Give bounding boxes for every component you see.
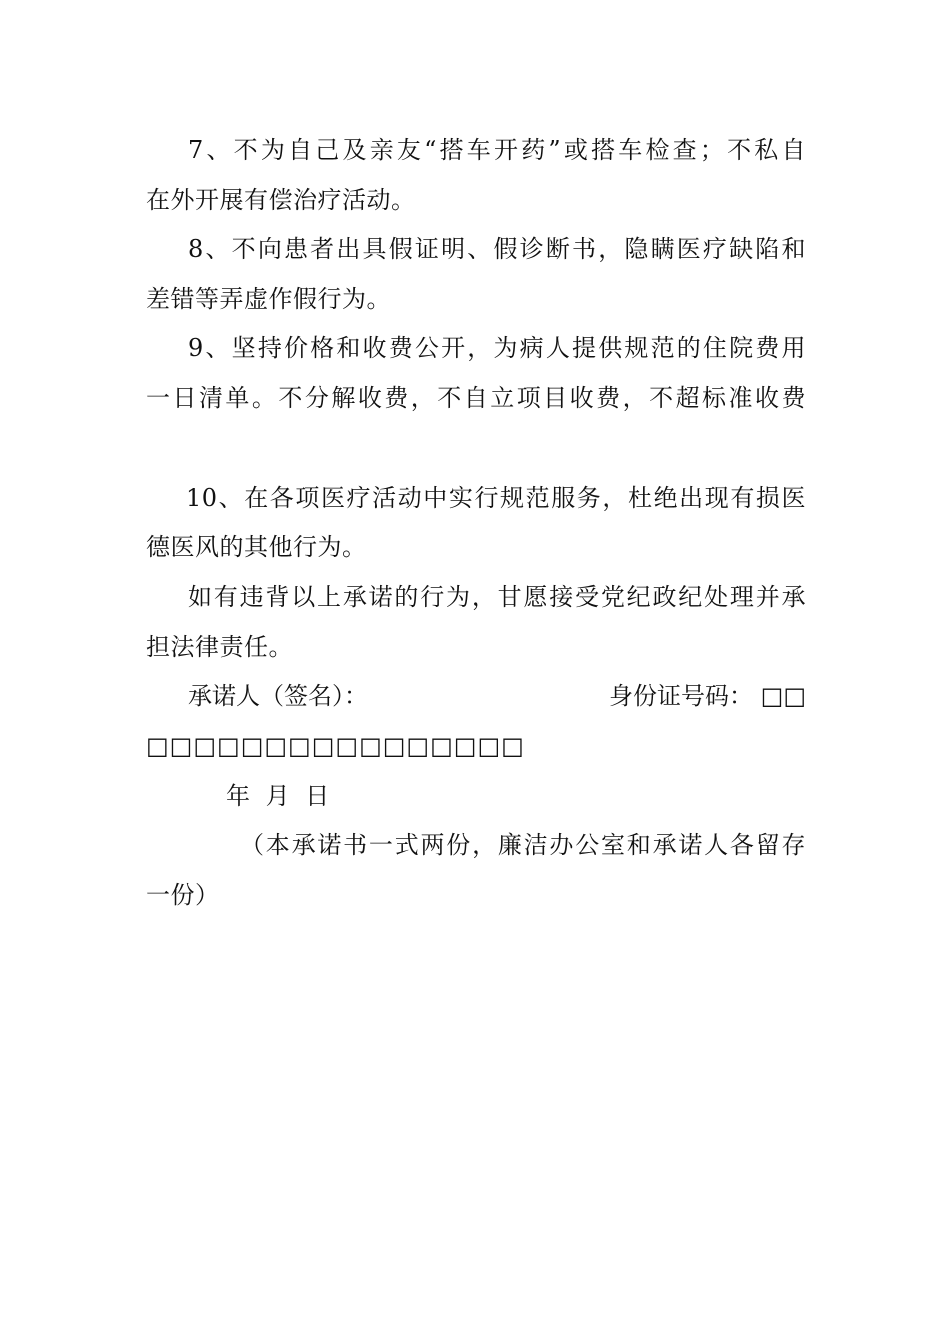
copy-note-line-1: （本承诺书一式两份，廉洁办公室和承诺人各留存 <box>240 831 806 859</box>
commitment-item-8-line-1: 8、不向患者出具假证明、假诊断书，隐瞒医疗缺陷和 <box>188 235 806 263</box>
violation-statement-line-2: 担法律责任。 <box>146 633 293 661</box>
commitment-item-7-line-2: 在外开展有偿治疗活动。 <box>146 186 416 214</box>
id-number-label: 身份证号码： □□ <box>609 682 806 710</box>
commitment-item-7-line-1: 7、不为自己及亲友“搭车开药”或搭车检查；不私自 <box>188 136 806 164</box>
date-line: 年 月 日 <box>226 782 330 810</box>
id-number-boxes: □□□□□□□□□□□□□□□□ <box>146 732 525 760</box>
violation-statement-line-1: 如有违背以上承诺的行为，甘愿接受党纪政纪处理并承 <box>188 583 806 611</box>
commitment-item-10-line-1: 10、在各项医疗活动中实行规范服务，杜绝出现有损医 <box>186 484 806 512</box>
signature-label: 承诺人（签名）： <box>188 682 368 710</box>
commitment-item-9-line-1: 9、坚持价格和收费公开，为病人提供规范的住院费用 <box>188 334 806 362</box>
commitment-item-10-line-2: 德医风的其他行为。 <box>146 533 367 561</box>
commitment-item-8-line-2: 差错等弄虚作假行为。 <box>146 285 391 313</box>
copy-note-line-2: 一份） <box>146 881 220 909</box>
commitment-item-9-line-2: 一日清单。不分解收费，不自立项目收费，不超标准收费 <box>146 384 806 412</box>
